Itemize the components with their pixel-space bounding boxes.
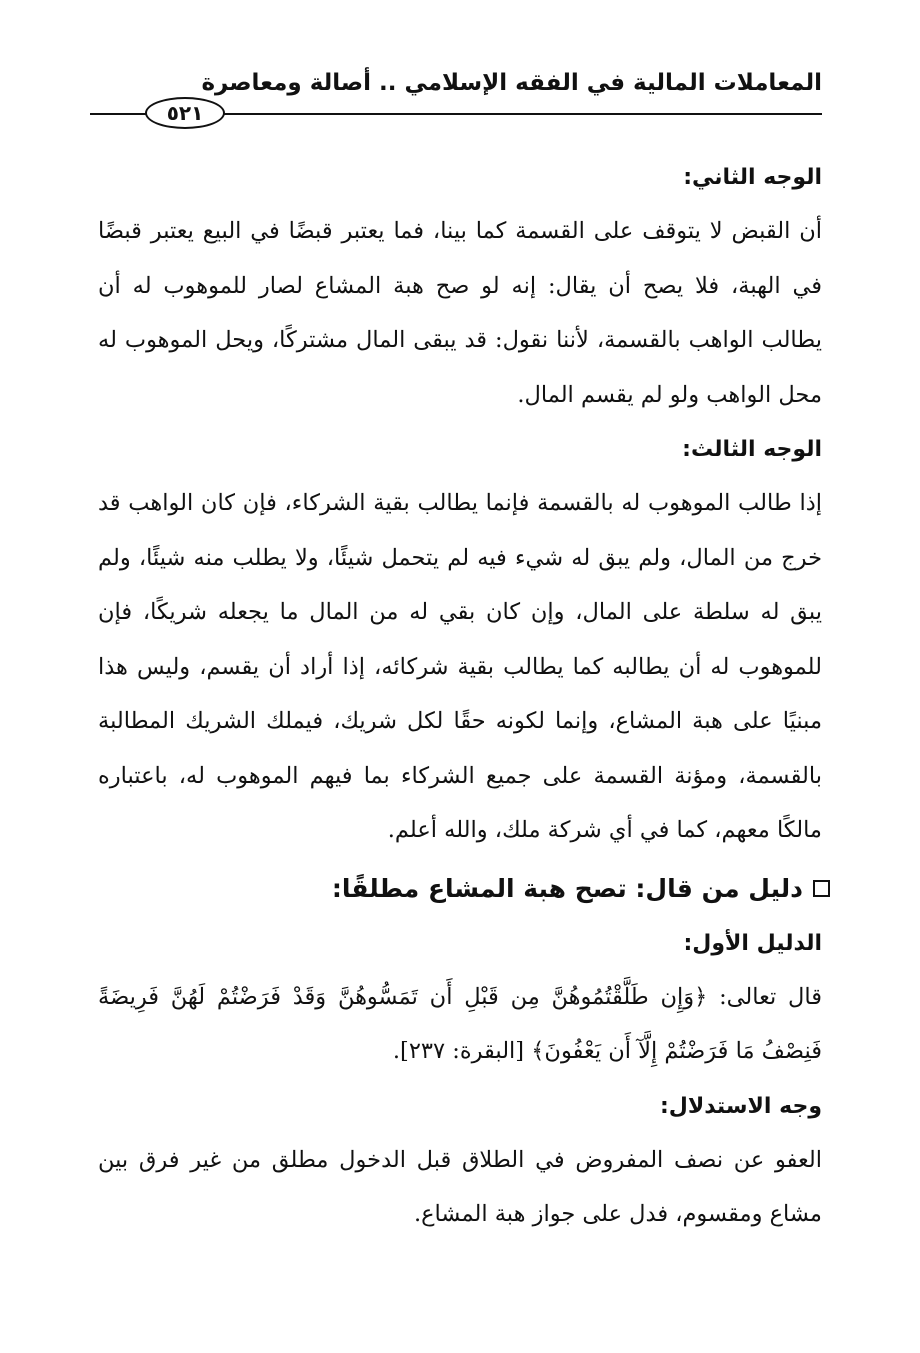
verse-citation: [البقرة: ٢٣٧]. xyxy=(392,1038,532,1064)
page-header xyxy=(0,0,920,150)
page-number: ٥٢١ xyxy=(145,97,225,129)
second-aspect-paragraph: أن القبض لا يتوقف على القسمة كما بينا، فما يعتبر قبضًا في البيع يعتبر قبضًا في الهبة، فلا يصح أن يقال: إنه لو صح هبة المشاع لصار للموهوب له أن يطالب الواهب بالقسمة، لأننا نقول: قد يبقى المال مشتركًا، ويحل الموهوب له محل الواهب ولو لم يقسم المال. xyxy=(98,218,822,408)
third-aspect-paragraph: إذا طالب الموهوب له بالقسمة فإنما يطالب بقية الشركاء، فإن كان الواهب قد خرج من المال، ولم يبق له شيء فيه لم يتحمل شيئًا، ولا يطلب منه شيئًا، ولم يبق له سلطة على المال، وإن كان بقي له من المال ما يجعله شريكًا، فإن للموهوب له أن يطالبه كما يطالب بقية شركائه، إذا أراد أن يقسم، وليس هذا مبنيًا على هبة المشاع، وإنما لكونه حقًا لكل شريك، فيملك الشريك المطالبة بالقسمة، ومؤنة القسمة على جميع الشركاء بما فيهم الموهوب له، باعتباره مالكًا معهم، كما في أي شركة ملك، والله أعلم. xyxy=(98,490,822,843)
verse-intro: قال تعالى: xyxy=(707,983,822,1010)
page-body xyxy=(98,152,822,1244)
inference-paragraph: العفو عن نصف المفروض في الطلاق قبل الدخول مطلق من غير فرق بين مشاع ومقسوم، فدل على جواز هبة المشاع. xyxy=(98,1146,822,1227)
second-aspect-heading: الوجه الثاني: xyxy=(683,165,822,190)
third-aspect-heading: الوجه الثالث: xyxy=(682,437,822,462)
inference-heading: وجه الاستدلال: xyxy=(659,1093,822,1119)
evidence-section-title: دليل من قال: تصح هبة المشاع مطلقًا: xyxy=(331,873,803,903)
quran-verse: ﴿وَإِن طَلَّقْتُمُوهُنَّ مِن قَبْلِ أَن تَمَسُّوهُنَّ وَقَدْ فَرَضْتُمْ لَهُنَّ فَرِيضَةً فَنِصْفُ مَا فَرَضْتُمْ إِلَّآ أَن يَعْفُونَ﴾ xyxy=(98,983,822,1064)
checkbox-square-icon xyxy=(813,880,830,897)
first-evidence-heading: الدليل الأول: xyxy=(683,930,822,956)
running-title: المعاملات المالية في الفقه الإسلامي .. أصالة ومعاصرة xyxy=(201,70,822,96)
evidence-section-heading xyxy=(98,860,822,918)
first-evidence-paragraph xyxy=(98,970,822,1079)
